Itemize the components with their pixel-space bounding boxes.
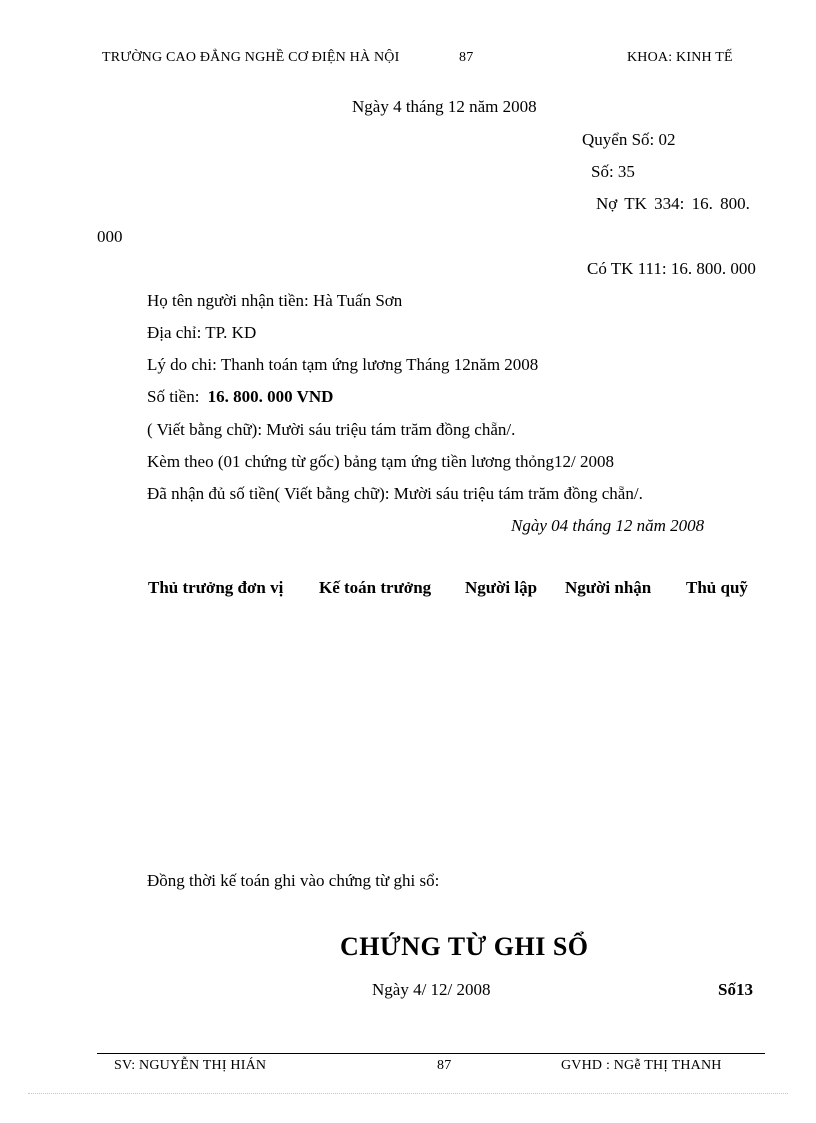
footer-rule xyxy=(97,1053,765,1054)
received-amount: Đã nhận đủ số tiền( Viết bằng chữ): Mười sáu triệu tám trăm đồng chẵn/. xyxy=(147,484,643,503)
teacher-name: GVHD : NGễ THỊ THANH xyxy=(561,1058,722,1073)
journal-date: Ngày 4/ 12/ 2008 xyxy=(372,980,491,999)
amount-label: Số tiền: xyxy=(147,387,200,406)
signature-preparer: Người lập xyxy=(465,578,538,597)
signature-head-of-unit: Thủ trưởng đơn vị xyxy=(148,578,284,597)
recipient-address: Địa chỉ: TP. KD xyxy=(147,323,257,342)
footer-page-number: 87 xyxy=(437,1058,452,1073)
credit-account: Có TK 111: 16. 800. 000 xyxy=(587,259,756,278)
voucher-date: Ngày 4 tháng 12 năm 2008 xyxy=(352,97,537,116)
amount-in-words: ( Viết bằng chữ): Mười sáu triệu tám trăm đồng chẵn/. xyxy=(147,420,516,439)
student-name: SV: NGUYỄN THỊ HIÁN xyxy=(114,1058,267,1073)
faculty-name: KHOA: KINH TẾ xyxy=(627,50,733,65)
journal-title: CHỨNG TỪ GHI SỔ xyxy=(340,932,589,961)
header-page-number: 87 xyxy=(459,50,474,65)
signature-cashier: Thủ quỹ xyxy=(686,578,748,597)
page-bottom-dotted-line xyxy=(28,1093,788,1094)
signature-recipient: Người nhận xyxy=(565,578,652,597)
payment-reason: Lý do chi: Thanh toán tạm ứng lương Tháng 12năm 2008 xyxy=(147,355,539,374)
signed-date: Ngày 04 tháng 12 năm 2008 xyxy=(511,516,705,535)
book-number: Quyển Số: 02 xyxy=(582,130,676,149)
journal-number: Số13 xyxy=(718,980,753,999)
debit-account-line1: Nợ TK 334: 16. 800. xyxy=(596,194,750,213)
amount-row xyxy=(147,387,333,407)
voucher-number: Số: 35 xyxy=(591,162,635,181)
recipient-name: Họ tên người nhận tiền: Hà Tuấn Sơn xyxy=(147,291,403,310)
signature-chief-accountant: Kế toán trưởng xyxy=(319,578,432,597)
journal-intro: Đồng thời kế toán ghi vào chứng từ ghi sổ: xyxy=(147,871,440,890)
debit-account-line2: 000 xyxy=(97,227,123,246)
attached-documents: Kèm theo (01 chứng từ gốc) bảng tạm ứng tiền lương thỏng12/ 2008 xyxy=(147,452,614,471)
school-name: TRƯỜNG CAO ĐẲNG NGHỀ CƠ ĐIỆN HÀ NỘI xyxy=(102,50,400,65)
amount-value: 16. 800. 000 VND xyxy=(207,387,334,406)
